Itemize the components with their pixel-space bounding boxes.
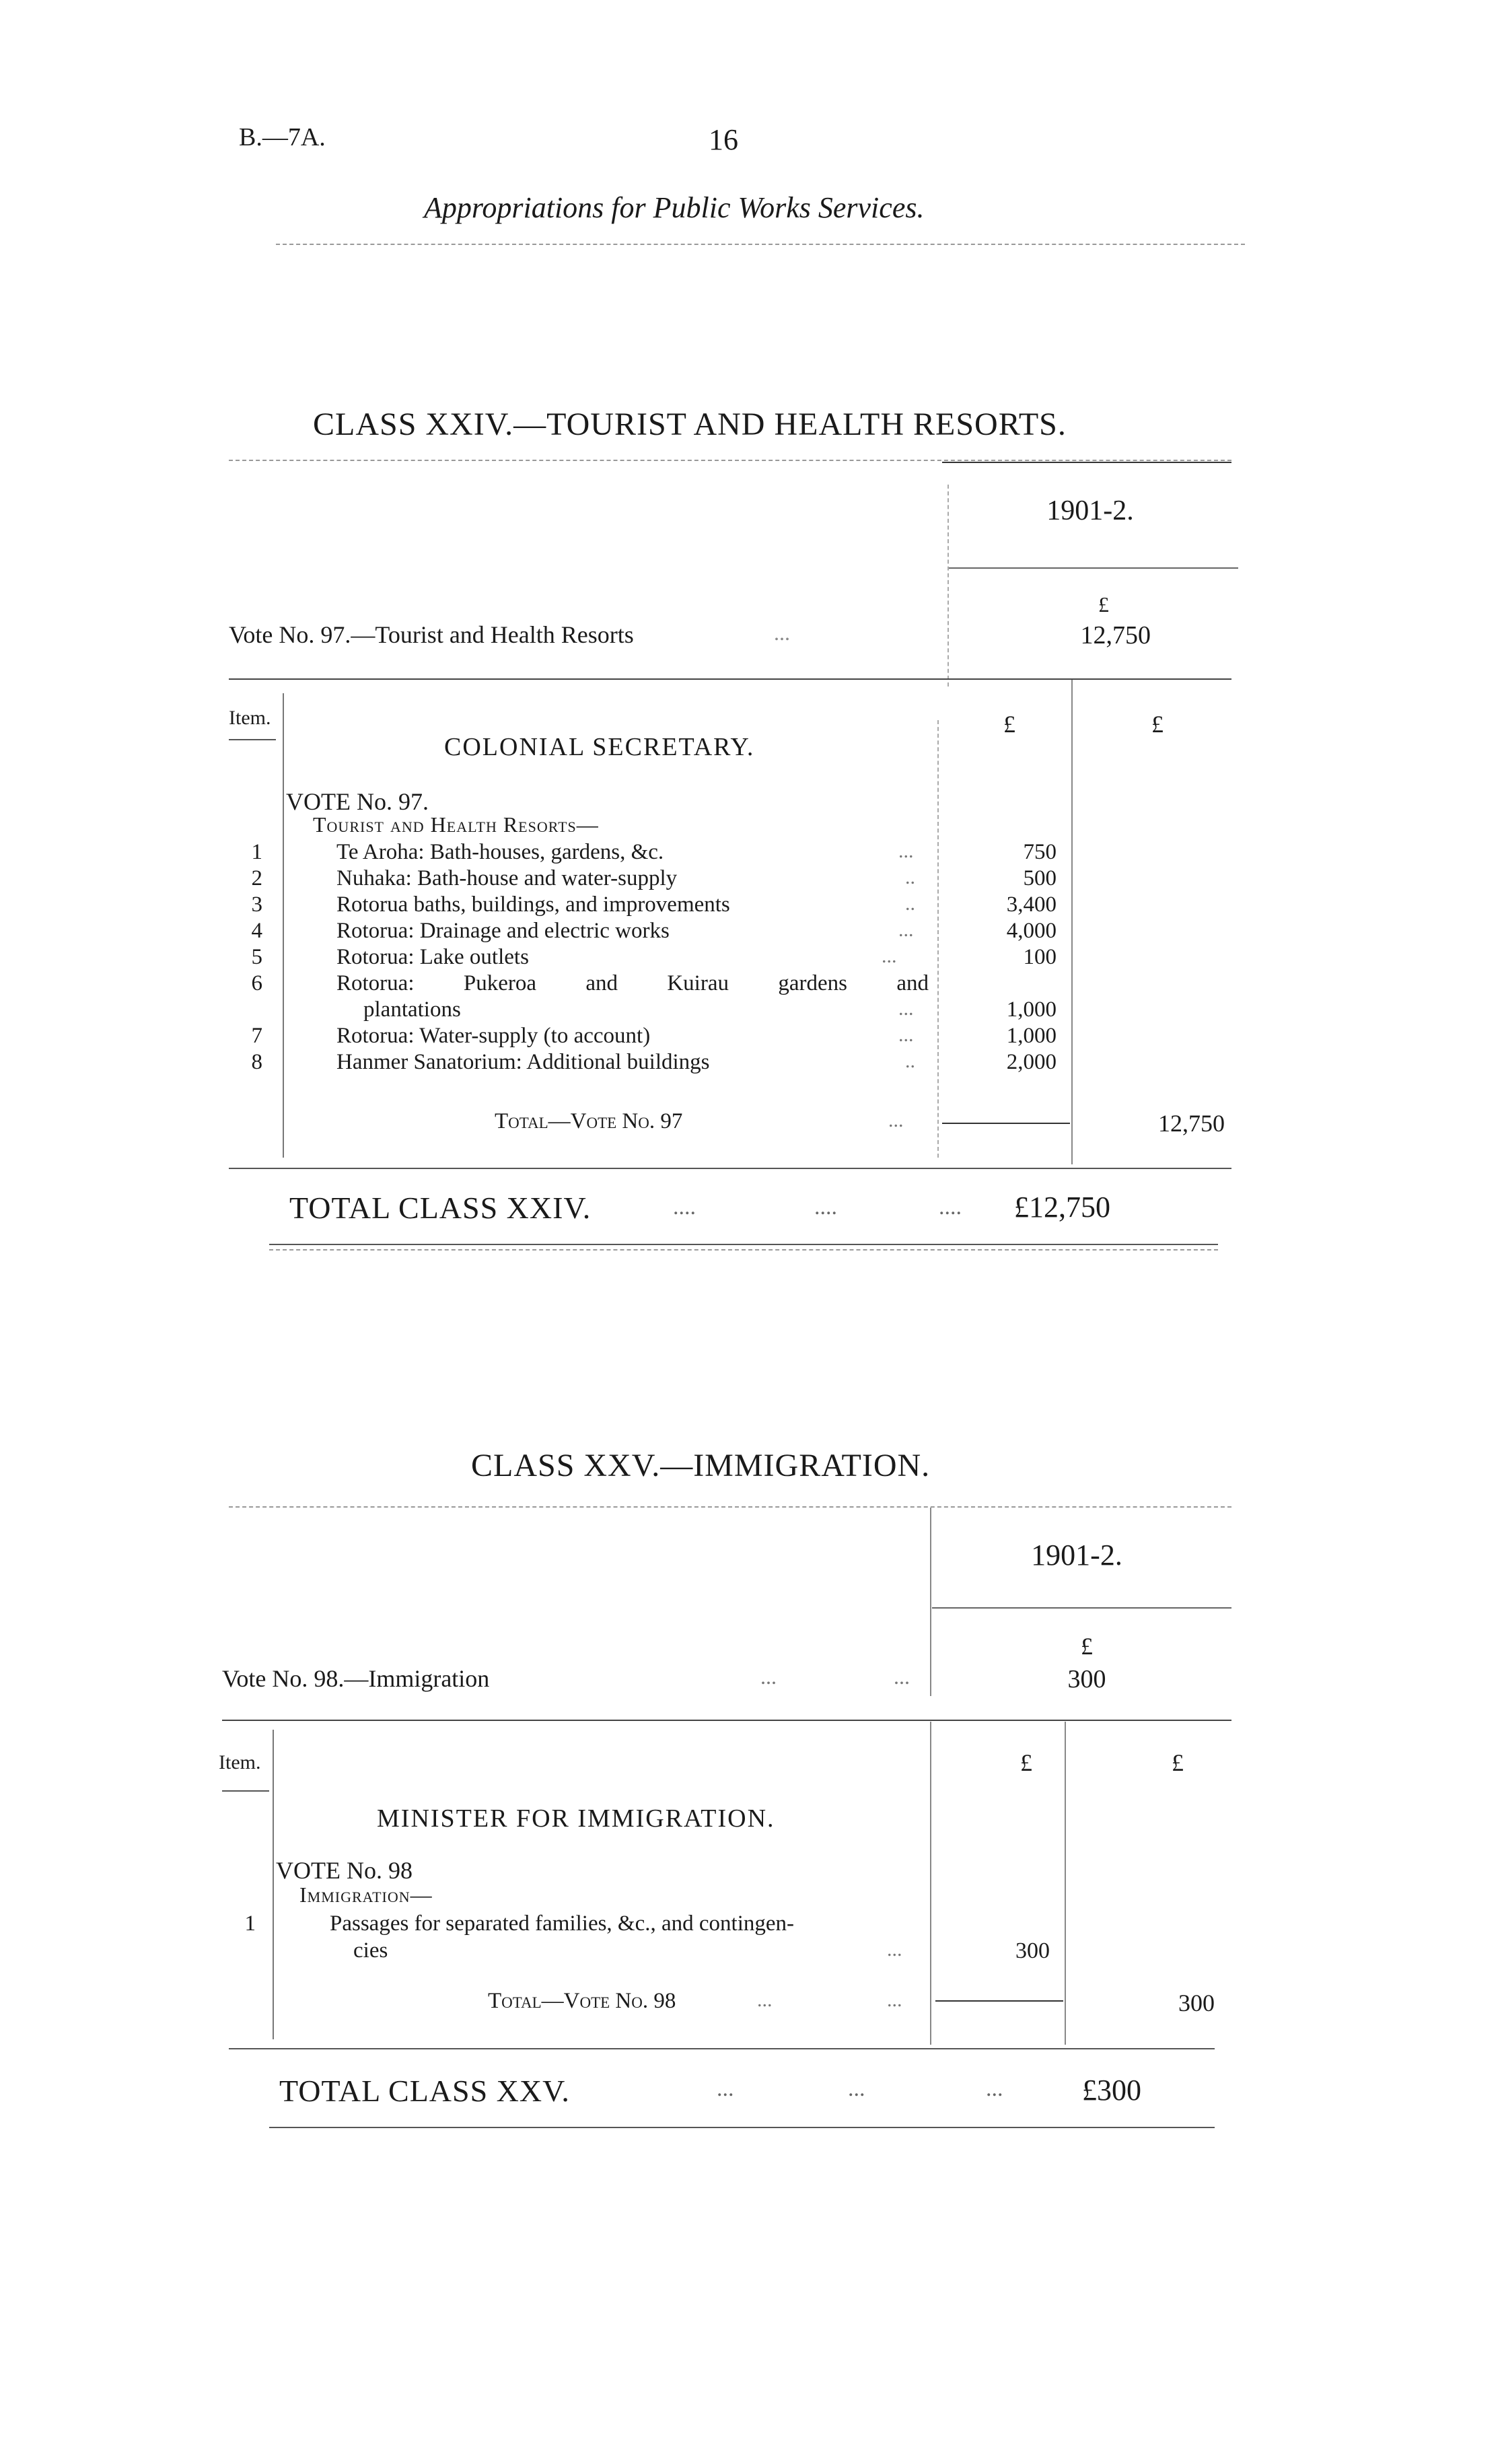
class24-class-total-dots-1: .... (673, 1195, 696, 1220)
class24-col-currency-1: £ (1003, 711, 1015, 738)
class25-department: MINISTER FOR IMMIGRATION. (377, 1804, 775, 1833)
class25-vote-line: Vote No. 98.—Immigration (222, 1665, 490, 1692)
class25-class-total-dots-2: ... (848, 2076, 865, 2101)
item-number: 1 (244, 1911, 256, 1936)
item-dots: .. (905, 1050, 915, 1072)
class25-vote-heading: VOTE No. 98 (276, 1857, 413, 1884)
item-dots: ... (898, 997, 914, 1020)
class24-vote-total-dots: ... (888, 1109, 904, 1131)
item-number: 4 (251, 919, 262, 943)
class25-vote-total-dots-1: ... (757, 1989, 773, 2011)
item-number: 3 (251, 892, 262, 917)
item-description: Nuhaka: Bath-house and water-supply (336, 866, 678, 890)
class24-vote-amount: 12,750 (1080, 621, 1151, 649)
item-description-continued: plantations (363, 997, 461, 1022)
item-dots: ... (898, 840, 914, 862)
class24-class-total-dots-3: .... (939, 1195, 962, 1220)
class24-vote-dots: ... (774, 621, 790, 645)
item-amount: 1,000 (1006, 1024, 1057, 1048)
class25-col-currency-1: £ (1020, 1749, 1032, 1776)
item-number: 7 (251, 1024, 262, 1048)
class25-title: CLASS XXV.—IMMIGRATION. (471, 1448, 931, 1483)
class24-item-divider (283, 693, 284, 1158)
item-dots: .. (905, 892, 915, 915)
class25-item-label: Item. (219, 1751, 261, 1773)
item-amount: 100 (1023, 945, 1057, 969)
item-amount: 300 (1015, 1938, 1050, 1963)
class24-summary-currency: £ (1098, 592, 1109, 617)
class25-year: 1901-2. (1031, 1539, 1122, 1572)
item-amount: 2,000 (1006, 1050, 1057, 1074)
item-number: 2 (251, 866, 262, 890)
item-amount: 1,000 (1006, 997, 1057, 1022)
class25-summary-currency: £ (1081, 1633, 1093, 1660)
item-amount: 500 (1023, 866, 1057, 890)
class25-vote-amount: 300 (1067, 1665, 1106, 1693)
class24-vote-line: Vote No. 97.—Tourist and Health Resorts (229, 621, 634, 648)
class25-sub-heading: Immigration— (299, 1882, 433, 1907)
class25-class-total-dots-1: ... (717, 2076, 734, 2101)
item-amount: 4,000 (1006, 919, 1057, 943)
item-dots: .. (905, 866, 915, 888)
class24-class-total-dots-2: .... (814, 1195, 837, 1220)
item-amount: 750 (1023, 840, 1057, 864)
item-dots: ... (898, 919, 914, 941)
item-description: Passages for separated families, &c., and contingen- (330, 1911, 795, 1936)
class25-vote-dots-2: ... (894, 1664, 910, 1689)
item-number: 6 (251, 971, 262, 995)
class24-class-total-label: TOTAL CLASS XXIV. (289, 1191, 592, 1225)
class24-sub-heading: Tourist and Health Resorts— (313, 812, 599, 837)
class24-item-label: Item. (229, 707, 271, 729)
class24-vote-heading: VOTE No. 97. (286, 788, 429, 815)
class25-vote-total: 300 (1178, 1990, 1215, 2016)
class25-class-total-label: TOTAL CLASS XXV. (279, 2074, 570, 2108)
item-description-continued: cies (353, 1938, 388, 1963)
item-description: Rotorua: Water-supply (to account) (336, 1024, 651, 1048)
document-reference: B.—7A. (239, 123, 326, 151)
class24-title: CLASS XXIV.—TOURIST AND HEALTH RESORTS. (313, 407, 1067, 442)
running-title: Appropriations for Public Works Services. (424, 191, 925, 224)
class24-year: 1901-2. (1046, 495, 1134, 526)
item-description: Rotorua: Lake outlets (336, 945, 529, 969)
item-dots: ... (882, 945, 897, 967)
item-number: 5 (251, 945, 262, 969)
class24-department: COLONIAL SECRETARY. (444, 733, 755, 761)
item-description: Rotorua baths, buildings, and improvements (336, 892, 730, 917)
class25-vote-total-dots-2: ... (887, 1989, 902, 2011)
item-description: Rotorua: Pukeroa and Kuirau gardens and (336, 971, 929, 995)
item-description: Te Aroha: Bath-houses, gardens, &c. (336, 840, 664, 864)
class25-vote-total-label: Total—Vote No. 98 (488, 1989, 676, 2013)
page-number: 16 (709, 123, 738, 156)
class25-col-currency-2: £ (1172, 1749, 1184, 1776)
item-number: 1 (251, 840, 262, 864)
class24-class-total: £12,750 (1014, 1191, 1110, 1224)
item-dots: ... (887, 1938, 902, 1961)
class25-class-total: £300 (1082, 2074, 1141, 2107)
class24-vote-total-label: Total—Vote No. 97 (495, 1109, 683, 1133)
item-number: 8 (251, 1050, 262, 1074)
class25-class-total-dots-3: ... (986, 2076, 1003, 2101)
item-description: Hanmer Sanatorium: Additional buildings (336, 1050, 710, 1074)
item-description: Rotorua: Drainage and electric works (336, 919, 670, 943)
item-dots: ... (898, 1024, 914, 1046)
item-amount: 3,400 (1006, 892, 1057, 917)
class25-vote-dots-1: ... (760, 1664, 777, 1689)
class24-vote-total: 12,750 (1158, 1110, 1225, 1137)
class24-col-currency-2: £ (1151, 711, 1164, 738)
